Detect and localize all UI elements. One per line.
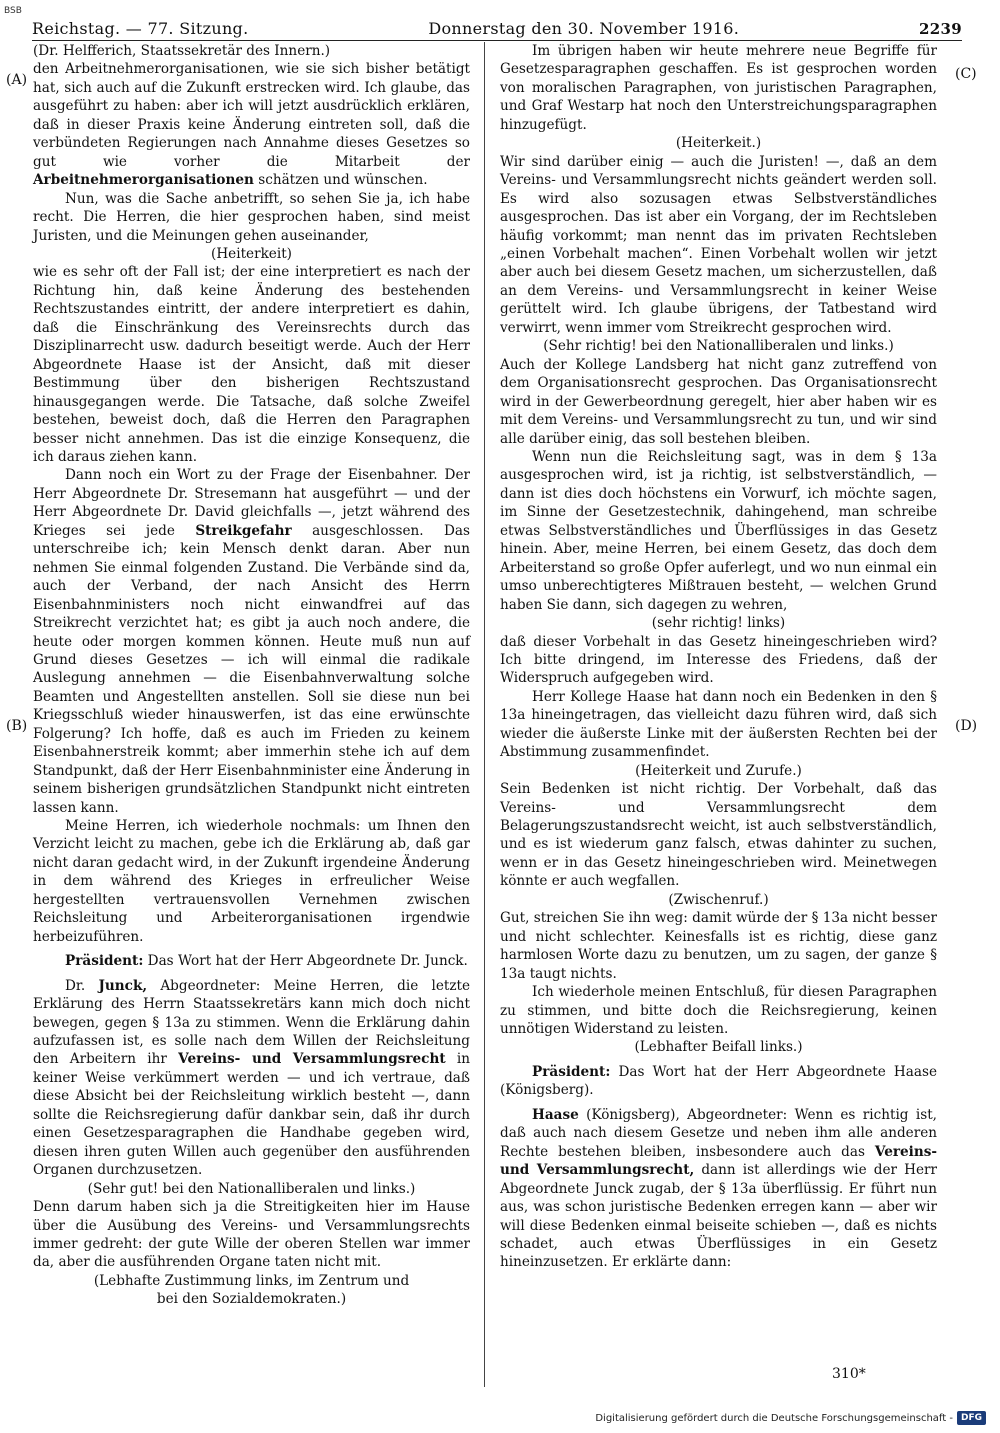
paragraph: Nun, was die Sache anbetrifft, so sehen Sie ja, ich habe recht. Die Herren, die hier gesprochen haben, sind meist Juristen, und die Meinungen gehen auseinander, [33,190,470,244]
paragraph: Im übrigen haben wir heute mehrere neue Begriffe für Gesetzesparagraphen geschaffen. Es ist gesprochen worden von moralischen Paragraphen, von juristischen Paragraphen, und Graf Westarp hat noch den Unterstreichungsparagraphen hinzugefügt. [500,43,937,133]
interjection: (Heiterkeit und Zurufe.) [635,762,802,779]
right-column [500,42,937,1272]
text-run: schätzen und wünschen. [258,172,428,189]
margin-marker-a: (A) [6,72,28,88]
paragraph: Auch der Kollege Landsberg hat nicht ganz zutreffend von dem Organisationsrecht gesprochen. Das Organisationsrecht wird in der Gewerbeordnung geregelt, hier aber haben wir es mit dem Vereins- und Versammlungsrecht zu tun, und wir sind alle darüber einig, das soll bestehen bleiben. [500,356,937,447]
interjection: (Sehr richtig! bei den Nationalliberalen und links.) [543,338,894,355]
text-run: dann ist allerdings wie der Herr Abgeordnete Junck zugab, der § 13a überflüssig. Er führt nun aus, was schon juristische Bedenken erregen kann — aber wir will diese Bedenken einmal beiseite schieben —, daß es nichts schadet, auch etwas Überflüssiges in ein Gesetz hineinzusetzen. Er erklärte dann: [500,1162,938,1271]
text-run: ausgeschlossen. Das unterschreibe ich; kein Mensch denkt daran. Aber nun nehmen Sie einmal folgenden Zustand. Die Verbände sind da, auch der Verband, der nach Ansicht des Herrn Eisenbahnministers noch nicht einwandfrei auf das Streikrecht verzichtet hat; es gibt ja auch noch andere, die heute oder morgen kommen können. Heute muß nun auf Grund dieses Gesetzes — ich will einmal die radikale Auslegung annehmen — die Eisenbahnverwaltung solche Beamten und Angestellten anstellen. Soll sie diese nun bei Kriegsschluß wieder hinauswerfen, ist das eine erwünschte Folgerung? Ich hoffe, daß es auch im Frieden zu keinem Eisenbahnerstreik kommt; aber immerhin stehe ich auf dem Standpunkt, daß der Herr Eisenbahnminister eine Änderung in seinem bisherigen grundsätzlichen Standpunkt nicht eintreten lassen kann. [33,522,470,816]
text-run: Dr. [65,977,86,994]
president-paragraph [33,952,470,970]
speech-haase [500,1106,937,1272]
text-run: Dann noch ein Wort zu der Frage der Eisenbahner. Der Herr Abgeordnete Dr. Stresemann hat ausgeführt — und der Herr Abgeordnete Dr. David gleichfalls —, jetzt während des Krieges sei jede [33,467,470,539]
paragraph: Wir sind darüber einig — auch die Juristen! —, daß an dem Vereins- und Versammlungsrecht nichts geändert werden soll. Es wird also sozusagen etwas Selbstverständliches ausgesprochen. Das ist aber ein Vorgang, der im Rechtsleben häufig vorkommt; man nennt das im privaten Rechtsleben „einen Vorbehalt machen“. Einen Vorbehalt wollen wir jetzt aber auch bei diesem Gesetz machen, um sicherzustellen, daß an dem Vereins- und Versammlungsrecht in keiner Weise gerüttelt wird. Ich glaube übrigens, der Tatbestand wird verwirrt, wenn immer vom Streikrecht gesprochen wird. [500,153,937,336]
interjection: (Lebhafte Zustimmung links, im Zentrum und [93,1272,410,1289]
footer [595,1411,986,1425]
signature-mark: 310* [832,1366,866,1382]
speaker-name: Haase [532,1106,579,1123]
speaker-name: Junck, [98,977,148,994]
president-label: Präsident: [532,1063,611,1080]
page-header [32,14,962,41]
margin-marker-d: (D) [955,718,978,734]
paragraph [33,466,470,817]
interjection: (Heiterkeit) [211,245,292,262]
text-run: (Königsberg), Abgeordneter: Wenn es richtig ist, daß auch nach diesem Gesetze und neben ihm alle anderen Rechte bestehen bleiben, insbesondere auch das [500,1106,937,1160]
library-mark: BSB [4,6,22,16]
paragraph: Ich wiederhole meinen Entschluß, für diesen Paragraphen zu stimmen, und bitte doch die Reichsregierung, keinen unnötigen Widerstand zu leisten. [500,984,937,1038]
paragraph [33,60,470,189]
text-run: den Arbeitnehmerorganisationen, wie sie sich bisher betätigt hat, sich auch auf die Zukunft erstrecken wird. Ich glaube, das ausgeführt zu haben: aber ich will jetzt ausdrücklich erklären, daß in dieser Praxis keine Änderung eintreten soll, daß die verbündeten Regierungen nach Annahme dieses Gesetzes so gut wie vorher die Mitarbeit der [33,61,470,170]
bold-term: Vereins- und Versammlungsrecht [178,1051,446,1068]
interjection: bei den Sozialdemokraten.) [156,1291,347,1308]
text-run: Abgeordneter: Meine Herren, die letzte Erklärung des Herrn Staatssekretärs kann mich doch nicht bewegen, gegen § 13a zu stimmen. Wenn die Erklärung dahin aufzufassen ist, es solle nach dem Willen der Reichsleitung den Arbeitern ihr [33,977,471,1068]
interjection: (sehr richtig! links) [651,615,786,632]
paragraph: Gut, streichen Sie ihn weg: damit würde der § 13a nicht besser und nicht schlechter. Keinesfalls ist es richtig, diese ganz harmlosen Worte dazu zu benutzen, um zu sagen, der ganze § 13a taugt nichts. [500,910,937,982]
bold-term: Streikgefahr [195,522,292,539]
column-divider [484,42,485,1387]
page-number: 2239 [919,20,962,38]
paragraph: Wenn nun die Reichsleitung sagt, was in dem § 13a ausgesprochen wird, ist ja richtig, ist selbstverständlich, — dann ist dies doch höchstens ein Vorwurf, ich möchte sagen, im Sinne der Gesetzestechnik, dahingehend, man schreibe etwas Selbstverständliches und Überflüssiges in das Gesetz hinein. Aber, meine Herren, bei einem Gesetz, das doch dem Arbeiterstand so große Opfer auferlegt, und wo nun einmal ein umso unberechtigteres Mißtrauen besteht, — welchen Grund haben Sie dann, sich dagegen zu wehren, [500,448,937,613]
interjection: (Sehr gut! bei den Nationalliberalen und links.) [87,1180,416,1197]
header-date: Donnerstag den 30. November 1916. [428,19,740,38]
speech-junck [33,977,470,1180]
president-label: Präsident: [65,953,144,970]
paragraph: Meine Herren, ich wiederhole nochmals: um Ihnen den Verzicht leicht zu machen, gebe ich die Erklärung ab, daß gar nicht daran gedacht wird, in der Zukunft irgendeine Änderung in dem während des Krieges in erfreulicher Weise hergestellten vertrauensvollen Vernehmen zwischen Reichsleitung und Arbeiterorganisationen irgendwie herbeizuführen. [33,818,470,945]
text-run: Das Wort hat der Herr Abgeordnete Dr. Junck. [147,953,468,970]
president-paragraph [500,1063,937,1100]
paragraph: Denn darum haben sich ja die Streitigkeiten hier im Hause über die Ausübung des Vereins- und Versammlungsrechts immer gedreht: der gute Wille der oberen Stellen war immer da, aber die ausführenden Organe taten nicht mit. [33,1199,470,1271]
paragraph: Herr Kollege Haase hat dann noch ein Bedenken in den § 13a hineingetragen, das vielleicht dazu führen wird, daß sich wieder die äußerste Linke mit der äußersten Rechten bei der Abstimmung zusammenfindet. [500,688,937,761]
footer-text: Digitalisierung gefördert durch die Deutsche Forschungsgemeinschaft - [595,1412,953,1424]
text-run: Das Wort hat der Herr Abgeordnete Haase (Königsberg). [500,1063,937,1099]
margin-marker-c: (C) [955,66,977,82]
bold-term: Arbeitnehmerorganisationen [33,172,254,189]
speaker-attribution: (Dr. Helfferich, Staatssekretär des Innern.) [33,43,331,59]
margin-marker-b: (B) [6,718,28,734]
text-run: in keiner Weise verkümmert werden — und ich vertraue, daß diese Absicht bei der Reichsleitung wirklich besteht —, dann sollte die Reichsregierung dafür dankbar sein, daß ihr durch einen Gesetzesparagraphen die Handhabe gegeben wird, diesen ihren guten Willen auch gegenüber den ausführenden Organen durchzusetzen. [33,1051,471,1179]
interjection: (Zwischenruf.) [668,891,769,908]
paragraph: wie es sehr oft der Fall ist; der eine interpretiert es nach der Richtung hin, daß keine Änderung des bestehenden Rechtszustandes eintritt, der andere interpretiert es dahin, daß die Einschränkung des Vereinsrechts durch das Disziplinarrecht usw. dadurch beseitigt werde. Auch der Herr Abgeordnete Haase ist der Ansicht, daß mit dieser Bestimmung über den bisherigen Rechtszustand hinausgegangen werde. Die Tatsache, daß solche Zweifel bestehen, beweist doch, daß die Herren den Paragraphen besser nicht annehmen. Das ist die einzige Konsequenz, die ich daraus ziehen kann. [33,264,470,465]
interjection: (Heiterkeit.) [675,135,762,152]
dfg-logo: DFG [957,1411,986,1425]
paragraph: daß dieser Vorbehalt in das Gesetz hineingeschrieben wird? Ich bitte dringend, im Interesse des Friedens, daß der Widerspruch aufgegeben wird. [500,633,937,687]
interjection: (Lebhafter Beifall links.) [634,1039,803,1056]
bold-term: Vereins- und Versammlungsrecht, [500,1143,937,1179]
paragraph: Sein Bedenken ist nicht richtig. Der Vorbehalt, daß das Vereins- und Versammlungsrecht dem Belagerungszustandsrecht weicht, ist auch selbstverständlich, und es ist wiederum ganz falsch, etwas dahinter zu suchen, wenn er in das Gesetz hineingeschrieben wird. Meinetwegen könnte er auch wegfallen. [500,781,937,890]
left-column [33,42,470,1309]
header-session: Reichstag. — 77. Sitzung. [32,19,249,38]
